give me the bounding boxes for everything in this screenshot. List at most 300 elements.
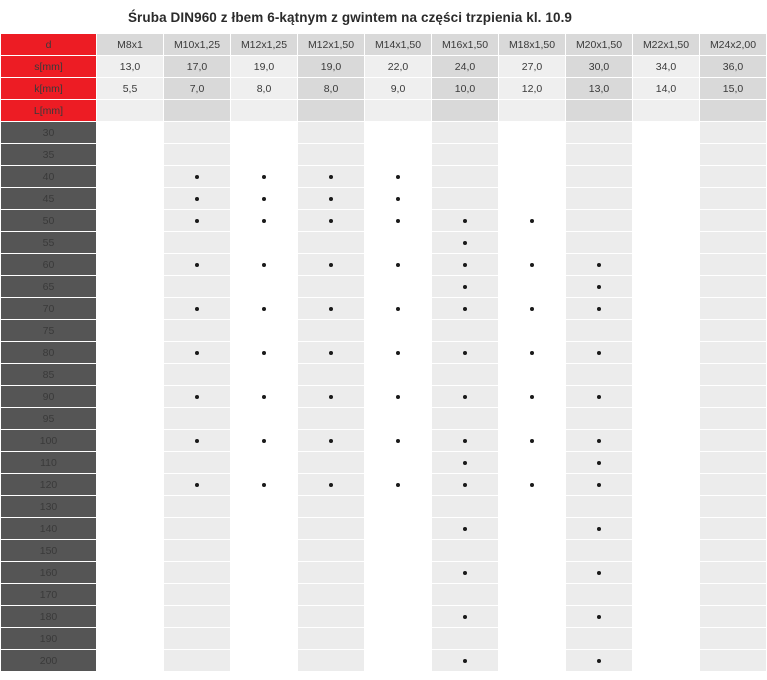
table-row	[1, 584, 767, 606]
availability-cell	[298, 210, 365, 232]
availability-dot-icon	[396, 219, 400, 223]
availability-cell	[499, 584, 566, 606]
availability-cell	[566, 210, 633, 232]
availability-cell	[298, 518, 365, 540]
availability-cell	[432, 364, 499, 386]
availability-dot-icon	[530, 439, 534, 443]
k-value: 8,0	[231, 78, 298, 100]
spacer-cell	[499, 100, 566, 122]
availability-cell	[432, 298, 499, 320]
availability-cell	[432, 650, 499, 672]
availability-cell	[298, 232, 365, 254]
length-label: 120	[1, 474, 97, 496]
availability-dot-icon	[463, 527, 467, 531]
availability-cell	[231, 342, 298, 364]
availability-cell	[97, 408, 164, 430]
availability-cell	[499, 540, 566, 562]
row-s-values	[1, 56, 767, 78]
availability-cell	[164, 452, 231, 474]
availability-cell	[231, 298, 298, 320]
availability-dot-icon	[262, 395, 266, 399]
k-value: 8,0	[298, 78, 365, 100]
length-rows-body	[1, 122, 767, 672]
table-row	[1, 254, 767, 276]
availability-cell	[97, 298, 164, 320]
length-label: 35	[1, 144, 97, 166]
availability-cell	[231, 364, 298, 386]
availability-cell	[164, 606, 231, 628]
availability-dot-icon	[329, 395, 333, 399]
availability-cell	[164, 188, 231, 210]
availability-cell	[231, 320, 298, 342]
availability-cell	[298, 474, 365, 496]
availability-cell	[365, 540, 432, 562]
availability-cell	[164, 144, 231, 166]
availability-cell	[633, 408, 700, 430]
availability-cell	[164, 650, 231, 672]
availability-cell	[633, 122, 700, 144]
availability-cell	[298, 496, 365, 518]
availability-cell	[365, 584, 432, 606]
availability-cell	[231, 430, 298, 452]
availability-cell	[365, 232, 432, 254]
availability-cell	[97, 144, 164, 166]
availability-cell	[566, 650, 633, 672]
availability-cell	[432, 166, 499, 188]
column-header: M12x1,50	[298, 34, 365, 56]
availability-dot-icon	[530, 351, 534, 355]
availability-cell	[499, 188, 566, 210]
availability-cell	[164, 496, 231, 518]
availability-cell	[231, 650, 298, 672]
availability-cell	[633, 606, 700, 628]
availability-cell	[432, 518, 499, 540]
availability-cell	[231, 606, 298, 628]
availability-cell	[633, 166, 700, 188]
availability-cell	[231, 122, 298, 144]
table-row	[1, 386, 767, 408]
availability-cell	[499, 386, 566, 408]
column-header: M8x1	[97, 34, 164, 56]
availability-dot-icon	[597, 395, 601, 399]
length-label: 95	[1, 408, 97, 430]
k-value: 10,0	[432, 78, 499, 100]
availability-cell	[700, 408, 767, 430]
availability-cell	[633, 232, 700, 254]
availability-cell	[365, 276, 432, 298]
availability-cell	[365, 474, 432, 496]
table-row	[1, 496, 767, 518]
availability-cell	[164, 408, 231, 430]
availability-cell	[231, 584, 298, 606]
availability-dot-icon	[195, 395, 199, 399]
length-label: 60	[1, 254, 97, 276]
availability-cell	[566, 320, 633, 342]
availability-cell	[432, 144, 499, 166]
length-label: 160	[1, 562, 97, 584]
availability-cell	[633, 210, 700, 232]
spacer-cell	[365, 100, 432, 122]
availability-cell	[432, 254, 499, 276]
availability-cell	[700, 496, 767, 518]
availability-cell	[231, 562, 298, 584]
availability-cell	[231, 254, 298, 276]
availability-dot-icon	[597, 285, 601, 289]
availability-dot-icon	[463, 615, 467, 619]
availability-cell	[566, 430, 633, 452]
availability-cell	[566, 562, 633, 584]
availability-dot-icon	[396, 307, 400, 311]
availability-cell	[633, 320, 700, 342]
availability-cell	[432, 474, 499, 496]
availability-cell	[566, 276, 633, 298]
length-label: 140	[1, 518, 97, 540]
availability-cell	[365, 430, 432, 452]
availability-cell	[700, 166, 767, 188]
availability-cell	[97, 430, 164, 452]
availability-cell	[231, 474, 298, 496]
availability-dot-icon	[262, 351, 266, 355]
k-value: 13,0	[566, 78, 633, 100]
availability-cell	[432, 562, 499, 584]
k-value: 5,5	[97, 78, 164, 100]
row-L-header	[1, 100, 767, 122]
table-row	[1, 562, 767, 584]
availability-cell	[231, 386, 298, 408]
availability-cell	[97, 386, 164, 408]
availability-cell	[365, 144, 432, 166]
availability-cell	[298, 606, 365, 628]
availability-dot-icon	[329, 351, 333, 355]
availability-cell	[633, 584, 700, 606]
availability-cell	[97, 320, 164, 342]
s-value: 30,0	[566, 56, 633, 78]
table-row	[1, 518, 767, 540]
availability-cell	[700, 210, 767, 232]
availability-cell	[432, 606, 499, 628]
availability-dot-icon	[396, 395, 400, 399]
availability-cell	[499, 254, 566, 276]
availability-cell	[298, 386, 365, 408]
availability-cell	[499, 364, 566, 386]
availability-cell	[97, 210, 164, 232]
availability-cell	[164, 562, 231, 584]
availability-cell	[298, 628, 365, 650]
availability-dot-icon	[530, 307, 534, 311]
availability-cell	[298, 276, 365, 298]
availability-cell	[298, 144, 365, 166]
availability-cell	[566, 628, 633, 650]
availability-cell	[97, 232, 164, 254]
k-value: 9,0	[365, 78, 432, 100]
availability-dot-icon	[597, 483, 601, 487]
availability-cell	[365, 166, 432, 188]
spacer-cell	[700, 100, 767, 122]
availability-cell	[499, 518, 566, 540]
availability-cell	[633, 628, 700, 650]
availability-cell	[164, 232, 231, 254]
s-value: 34,0	[633, 56, 700, 78]
availability-dot-icon	[396, 351, 400, 355]
availability-dot-icon	[597, 527, 601, 531]
availability-cell	[633, 254, 700, 276]
availability-cell	[97, 254, 164, 276]
availability-cell	[298, 452, 365, 474]
availability-cell	[499, 210, 566, 232]
availability-cell	[499, 650, 566, 672]
availability-cell	[499, 562, 566, 584]
availability-cell	[298, 584, 365, 606]
availability-cell	[499, 628, 566, 650]
length-label: 100	[1, 430, 97, 452]
availability-cell	[365, 122, 432, 144]
availability-dot-icon	[463, 461, 467, 465]
availability-cell	[700, 474, 767, 496]
availability-cell	[164, 320, 231, 342]
row-header-L: L[mm]	[1, 100, 97, 122]
table-row	[1, 298, 767, 320]
availability-cell	[365, 496, 432, 518]
column-header: M10x1,25	[164, 34, 231, 56]
row-header-k: k[mm]	[1, 78, 97, 100]
table-row	[1, 540, 767, 562]
length-label: 85	[1, 364, 97, 386]
table-row	[1, 364, 767, 386]
availability-cell	[365, 254, 432, 276]
availability-cell	[298, 320, 365, 342]
availability-cell	[566, 122, 633, 144]
availability-dot-icon	[463, 439, 467, 443]
availability-dot-icon	[329, 483, 333, 487]
availability-cell	[432, 386, 499, 408]
availability-cell	[164, 276, 231, 298]
availability-dot-icon	[597, 571, 601, 575]
availability-cell	[700, 650, 767, 672]
availability-cell	[499, 232, 566, 254]
availability-dot-icon	[463, 351, 467, 355]
availability-dot-icon	[195, 483, 199, 487]
spacer-cell	[164, 100, 231, 122]
availability-cell	[700, 342, 767, 364]
availability-cell	[499, 320, 566, 342]
availability-cell	[97, 122, 164, 144]
table-row	[1, 474, 767, 496]
availability-cell	[633, 364, 700, 386]
length-label: 110	[1, 452, 97, 474]
availability-dot-icon	[597, 263, 601, 267]
availability-cell	[633, 496, 700, 518]
table-row	[1, 144, 767, 166]
table-row	[1, 650, 767, 672]
availability-cell	[566, 342, 633, 364]
availability-cell	[365, 408, 432, 430]
availability-cell	[499, 166, 566, 188]
availability-cell	[499, 474, 566, 496]
availability-cell	[97, 584, 164, 606]
availability-dot-icon	[597, 307, 601, 311]
availability-dot-icon	[396, 483, 400, 487]
availability-cell	[633, 298, 700, 320]
availability-cell	[365, 188, 432, 210]
availability-cell	[365, 320, 432, 342]
availability-cell	[164, 166, 231, 188]
row-header-d: d	[1, 34, 97, 56]
availability-cell	[365, 298, 432, 320]
availability-cell	[499, 452, 566, 474]
availability-dot-icon	[195, 263, 199, 267]
k-value: 14,0	[633, 78, 700, 100]
length-label: 180	[1, 606, 97, 628]
availability-cell	[164, 540, 231, 562]
availability-cell	[633, 452, 700, 474]
length-label: 150	[1, 540, 97, 562]
availability-cell	[365, 342, 432, 364]
availability-cell	[499, 430, 566, 452]
availability-cell	[700, 628, 767, 650]
length-label: 40	[1, 166, 97, 188]
availability-cell	[633, 188, 700, 210]
s-value: 13,0	[97, 56, 164, 78]
availability-cell	[700, 430, 767, 452]
availability-dot-icon	[262, 219, 266, 223]
availability-cell	[298, 430, 365, 452]
availability-cell	[164, 122, 231, 144]
availability-cell	[298, 540, 365, 562]
availability-cell	[566, 584, 633, 606]
availability-cell	[432, 320, 499, 342]
availability-cell	[97, 342, 164, 364]
availability-dot-icon	[597, 659, 601, 663]
availability-dot-icon	[530, 483, 534, 487]
s-value: 22,0	[365, 56, 432, 78]
availability-dot-icon	[329, 307, 333, 311]
spacer-cell	[566, 100, 633, 122]
availability-cell	[432, 188, 499, 210]
column-header: M18x1,50	[499, 34, 566, 56]
availability-cell	[499, 408, 566, 430]
s-value: 24,0	[432, 56, 499, 78]
table-row	[1, 408, 767, 430]
availability-dot-icon	[463, 307, 467, 311]
availability-cell	[633, 144, 700, 166]
availability-cell	[365, 210, 432, 232]
availability-cell	[566, 452, 633, 474]
availability-cell	[432, 496, 499, 518]
length-label: 90	[1, 386, 97, 408]
availability-dot-icon	[530, 219, 534, 223]
availability-dot-icon	[597, 615, 601, 619]
availability-cell	[700, 562, 767, 584]
table-row	[1, 320, 767, 342]
table-row	[1, 232, 767, 254]
row-header-s: s[mm]	[1, 56, 97, 78]
availability-dot-icon	[195, 197, 199, 201]
availability-cell	[633, 276, 700, 298]
availability-cell	[97, 496, 164, 518]
availability-dot-icon	[597, 461, 601, 465]
availability-cell	[633, 386, 700, 408]
availability-cell	[700, 320, 767, 342]
availability-cell	[365, 452, 432, 474]
availability-cell	[97, 188, 164, 210]
availability-cell	[231, 144, 298, 166]
column-header: M24x2,00	[700, 34, 767, 56]
availability-dot-icon	[195, 351, 199, 355]
availability-dot-icon	[329, 197, 333, 201]
availability-dot-icon	[262, 175, 266, 179]
availability-cell	[566, 474, 633, 496]
availability-cell	[499, 144, 566, 166]
availability-cell	[298, 364, 365, 386]
s-value: 27,0	[499, 56, 566, 78]
availability-dot-icon	[463, 395, 467, 399]
availability-dot-icon	[195, 307, 199, 311]
availability-cell	[164, 210, 231, 232]
availability-cell	[566, 518, 633, 540]
availability-dot-icon	[530, 395, 534, 399]
length-label: 170	[1, 584, 97, 606]
table-row	[1, 276, 767, 298]
availability-cell	[633, 562, 700, 584]
page-title: Śruba DIN960 z łbem 6-kątnym z gwintem na części trzpienia kl. 10.9	[127, 10, 573, 25]
availability-cell	[97, 628, 164, 650]
availability-cell	[164, 518, 231, 540]
availability-cell	[566, 606, 633, 628]
s-value: 19,0	[231, 56, 298, 78]
availability-dot-icon	[463, 483, 467, 487]
availability-cell	[566, 232, 633, 254]
availability-cell	[700, 452, 767, 474]
table-row	[1, 210, 767, 232]
availability-cell	[566, 364, 633, 386]
availability-cell	[164, 386, 231, 408]
availability-cell	[432, 430, 499, 452]
availability-cell	[365, 628, 432, 650]
availability-cell	[566, 188, 633, 210]
length-label: 190	[1, 628, 97, 650]
availability-cell	[566, 166, 633, 188]
availability-cell	[365, 562, 432, 584]
availability-cell	[164, 584, 231, 606]
availability-cell	[499, 342, 566, 364]
availability-cell	[365, 386, 432, 408]
availability-cell	[499, 496, 566, 518]
availability-cell	[164, 298, 231, 320]
availability-cell	[700, 386, 767, 408]
availability-cell	[97, 166, 164, 188]
length-label: 45	[1, 188, 97, 210]
availability-cell	[566, 408, 633, 430]
availability-dot-icon	[329, 219, 333, 223]
availability-cell	[231, 452, 298, 474]
availability-cell	[499, 606, 566, 628]
availability-cell	[298, 254, 365, 276]
availability-cell	[298, 166, 365, 188]
spacer-cell	[231, 100, 298, 122]
availability-cell	[566, 254, 633, 276]
table-row	[1, 342, 767, 364]
s-value: 17,0	[164, 56, 231, 78]
availability-cell	[231, 166, 298, 188]
availability-cell	[499, 276, 566, 298]
length-label: 70	[1, 298, 97, 320]
availability-cell	[432, 408, 499, 430]
column-header: M22x1,50	[633, 34, 700, 56]
length-label: 200	[1, 650, 97, 672]
availability-dot-icon	[396, 175, 400, 179]
availability-cell	[231, 276, 298, 298]
length-label: 30	[1, 122, 97, 144]
